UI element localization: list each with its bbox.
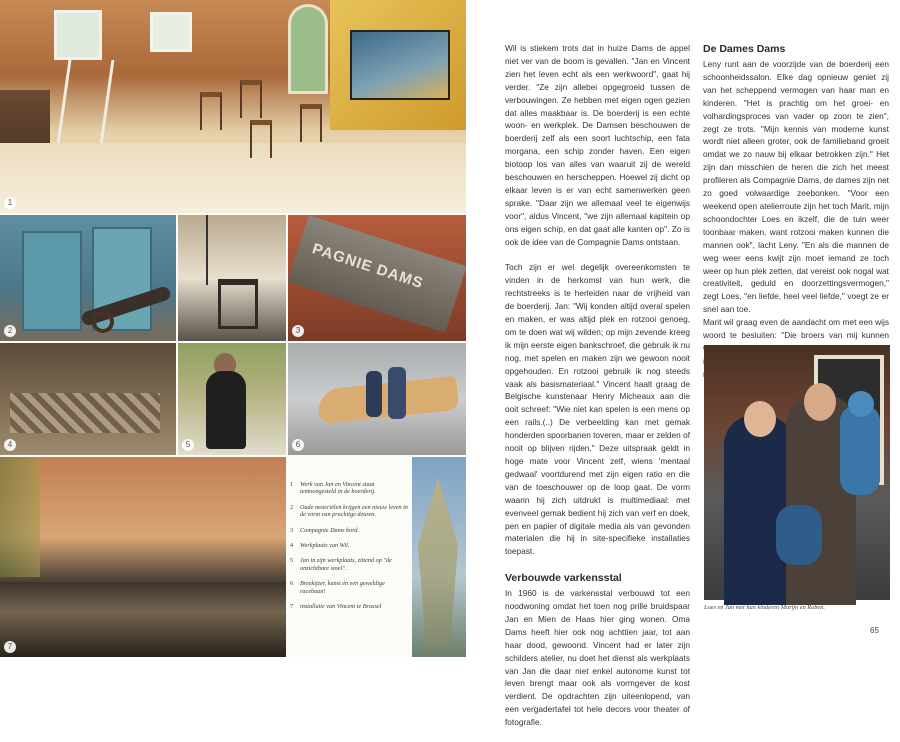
brussels-installation-photo: [0, 457, 286, 657]
photo-detail: [744, 401, 776, 437]
photo-detail: [848, 391, 874, 417]
page-number: 65: [870, 626, 879, 635]
caption-item: [290, 580, 410, 595]
caption-item: [290, 504, 410, 519]
caption-item: [290, 481, 410, 496]
wooden-racetrack-photo: [288, 343, 466, 455]
photo-number: 2: [4, 325, 16, 337]
photo-detail: [776, 505, 822, 565]
atelier-interior-photo: [0, 0, 466, 213]
photo-detail: [388, 367, 406, 419]
body-paragraph: Leny runt aan de voorzijde van de boerderij een schoonheidssalon. Elke dag opnieuw geniet zij van het scheppend vermogen van haar man en kinderen. "Het is prachtig om het groei- en volhardingsproces van vader op zoon te zien", zegt ze trots. "Mijn kennis van moderne kunst wordt niet alleen groter, ook de familieband groeit omdat we zo nauw bij elkaar betrokken zijn." Het zijn dan misschien de heren die zich het meest profileren als Compagnie Dams, de dames zijn net zo goed volwaardige zeebonken. "Voor een weekend open atelierroute zijn het toch Marit, mijn schoondochter Loes en ikzelf, die de tuin weer toonbaar maken, want rotzooi maken kunnen die mannen ook", lacht Leny. "En als die mannen de weg weer eens kwijt zijn moet iemand ze toch weer op hun plek zetten, dat vereist ook nogal wat creativiteit, geduld en doorzettingsvermogen," zegt Loes, "en liefde, heel veel liefde," voegt ze er snel aan toe.: [703, 59, 889, 315]
caption-text: installatie van Vincent te Brussel: [300, 603, 382, 611]
caption-text: Oude moteriëlen krijgen een nieuw leven in de vorm van prachtige deuren.: [300, 503, 408, 519]
workshop-photo: [0, 343, 176, 455]
photo-detail: [0, 582, 286, 657]
caption-text: Werk van Jan en Vincent staat tentoongesteld in de boerderij.: [300, 481, 376, 496]
body-paragraph: Wil is stiekem trots dat in huize Dams de appel niet ver van de boom is gevallen. "Jan en Vincent zien het leven echt als een werkwoord", gaat hij verder. "Ze zijn allebei opgegroeid tussen de verbouwingen. Ze hebben met eigen ogen gezien dat alles maakbaar is. De boerderij is een echte woon- en werkplek. De Damsen beschouwen de boerderij zelf als een soort luchtschip, een fata morgana, een schip zonder haven. Een eigen biotoop los van alles van waaruit zij de wereld beschouwen en herscheppen. Hoewel zij dicht op elkaar leven is er van echt samenwerken geen sprake. "Daar zijn we allemaal veel te eigenwijs voor", aldus Vincent, "we zijn allemaal kapitein op ons eigen schip, en dat gaat alle kanten op". Zo is ook de idee van de Compagnie Dams ontstaan.: [505, 43, 690, 247]
section-heading: Verbouwde varkensstal: [505, 572, 622, 585]
family-photo-caption: Loes en Jan met hun kinderen Marijn en Ruben.: [704, 604, 825, 611]
studio-corner-photo: [178, 215, 286, 341]
caption-number: 4: [290, 542, 294, 550]
photo-detail: [300, 104, 322, 142]
photo-detail: [92, 311, 114, 333]
photo-number: 6: [292, 439, 304, 451]
family-portrait-photo: [704, 345, 890, 600]
caption-number: 2: [290, 503, 294, 511]
caption-text: Jan in zijn werkplaats, zittend op "de onzichtbare stoel".: [300, 557, 392, 572]
caption-item: [290, 542, 410, 549]
photo-detail: [804, 383, 836, 421]
photo-number: 1: [4, 197, 16, 209]
caption-text: Werkplaats van Wil.: [300, 542, 350, 550]
photo-detail: [840, 405, 880, 495]
photo-detail: [206, 215, 208, 285]
photo-detail: [10, 393, 160, 433]
photo-number: 3: [292, 325, 304, 337]
photo-detail: [150, 12, 192, 52]
section-heading: De Dames Dams: [703, 43, 786, 55]
article-column-right: [703, 42, 889, 394]
caption-text: Compagnie Dams bord.: [300, 526, 360, 534]
photo-detail: [366, 371, 382, 417]
jan-invisible-chair-photo: [178, 343, 286, 455]
photo-detail: [0, 457, 40, 577]
photo-detail: [54, 10, 102, 60]
photo-detail: [200, 92, 222, 130]
photo-captions: [290, 481, 410, 618]
photo-detail: [250, 120, 272, 158]
article-column-middle: [505, 42, 690, 742]
photo-detail: [206, 371, 246, 449]
photo-detail: [288, 4, 328, 94]
photo-detail: [240, 80, 262, 118]
caption-number: 6: [290, 580, 294, 588]
tree-photo: [412, 457, 466, 657]
caption-item: [290, 527, 410, 534]
caption-number: 3: [290, 526, 294, 534]
photo-detail: [218, 279, 258, 329]
caption-item: [290, 557, 410, 572]
caption-number: 1: [290, 481, 294, 488]
compagnie-dams-sign-photo: [288, 215, 466, 341]
caption-item: [290, 603, 410, 610]
doors-and-cannon-photo: [0, 215, 176, 341]
photo-number: 7: [4, 641, 16, 653]
caption-number: 5: [290, 557, 294, 565]
photo-number: 4: [4, 439, 16, 451]
photo-detail: [22, 231, 82, 331]
photo-number: 5: [182, 439, 194, 451]
photo-detail: [350, 30, 450, 100]
caption-text: Breekijzer, kunst én een geweldige racebaan!: [300, 580, 385, 595]
photo-detail: [418, 477, 458, 647]
caption-number: 7: [290, 603, 294, 611]
compagnie-dams-sign: [287, 215, 467, 333]
photo-detail: [0, 143, 466, 213]
sign-text: PAGNIE DAMS: [310, 240, 426, 293]
body-paragraph: Toch zijn er wel degelijk overeenkomsten te vinden in de herkomst van hun werk, die rechtstreeks is te herleiden naar de vrijheid van de boerderij. Jan: "Wij konden altijd overal spelen en maken, er was altijd plek en rotzooi genoeg, om te doen wat wij wilden; op mijn zevende kreeg ik mijn eerste eigen bankschroef, die gebruik ik nu nog, met spelen en maken zijn we gewoon nooit opgehouden. En rotzooi gebruik ik nog steeds vaak als basismateriaal." Vincent haalt graag de Belgische kunstenaar Henry Micheaux aan die ooit schreef: "Wie niet kan spelen is een mens op een rails.(..) De verbeelding kan met gemak honderden spoorbanen toveren, maar er zelden of nooit op blijven rijden." Deze uitspraak geldt in hoge mate voor Vincent zelf, wiens 'mentaal gedwaal' voortdurend met zijn eigen ratio en die van de toeschouwer op de loop gaat. De vorm waarin hij zich uitdrukt is multimediaal: met evenveel gemak bedient hij zich van verf en doek, pen en papier of digitale media als van gevonden materialen die hij in site-specifieke installaties toepast.: [505, 262, 690, 557]
photo-spread: [0, 0, 466, 657]
body-paragraph: Marit wil graag even de aandacht om met een wijs woord te besluiten: "Die broers van mij kunnen: [703, 317, 889, 341]
body-paragraph: In 1960 is de varkensstal verbouwd tot een noodwoning omdat het toen nog prille bruidspaar Jan en Mien de Haas hier ging wonen. Oma Dams heeft hier ook nog achttien jaar, tot aan haar dood, gewoond. Vincent had er later zijn schilders atelier, nu doet het dienst als werkplaats van Jan die daar niet enkel autonome kunst tot leven brengt maar ook als vormgever de kost verdient. De opdrachten zijn uiteenlopend, van een vergadertafel tot hele decors voor theater of fotografie.: [505, 588, 690, 728]
